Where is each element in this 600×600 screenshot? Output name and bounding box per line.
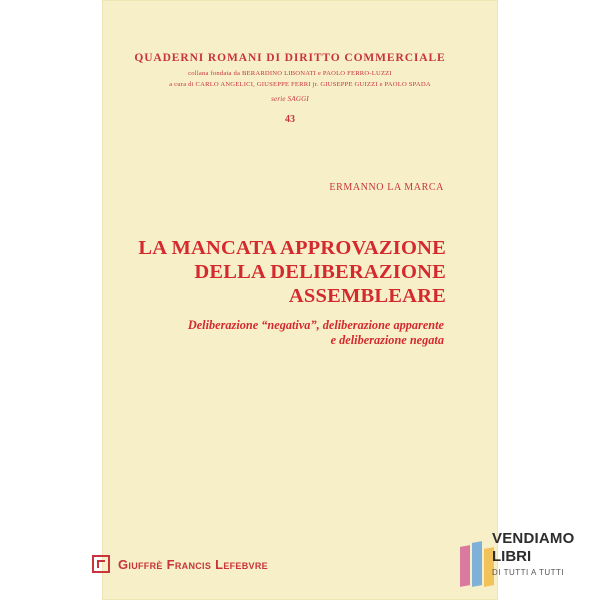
watermark-line-3: DI TUTTI A TUTTI	[492, 568, 565, 577]
series-title: QUADERNI ROMANI DI DIRITTO COMMERCIALE	[134, 52, 446, 64]
book-title-line: DELLA DELIBERAZIONE	[194, 261, 446, 283]
book-title	[126, 236, 446, 308]
series-subseries: serie SAGGI	[271, 95, 309, 103]
book-subtitle-line: Deliberazione “negativa”, deliberazione apparente	[187, 318, 444, 332]
series-number: 43	[285, 114, 295, 125]
book-subtitle-line: e deliberazione negata	[330, 333, 444, 347]
publisher-name: Giuffrè Francis Lefebvre	[118, 556, 268, 572]
book-cover	[102, 0, 498, 600]
series-founders: collana fondata da BERARDINO LIBONATI e PAOLO FERRO-LUZZI	[188, 70, 392, 77]
book-subtitle	[124, 318, 444, 348]
book-title-line: ASSEMBLEARE	[288, 285, 446, 307]
publisher	[92, 552, 268, 576]
author-name: ERMANNO LA MARCA	[329, 182, 444, 193]
publisher-logo-icon	[92, 555, 110, 573]
watermark-line-2: LIBRI	[492, 548, 532, 565]
vendiamo-libri-watermark	[456, 530, 600, 590]
series-editors: a cura di CARLO ANGELICI, GIUSEPPE FERRI jr. GIUSEPPE GUIZZI e PAOLO SPADA	[169, 81, 431, 88]
watermark-line-1: VENDIAMO	[492, 530, 575, 547]
book-title-line: LA MANCATA APPROVAZIONE	[138, 237, 446, 259]
